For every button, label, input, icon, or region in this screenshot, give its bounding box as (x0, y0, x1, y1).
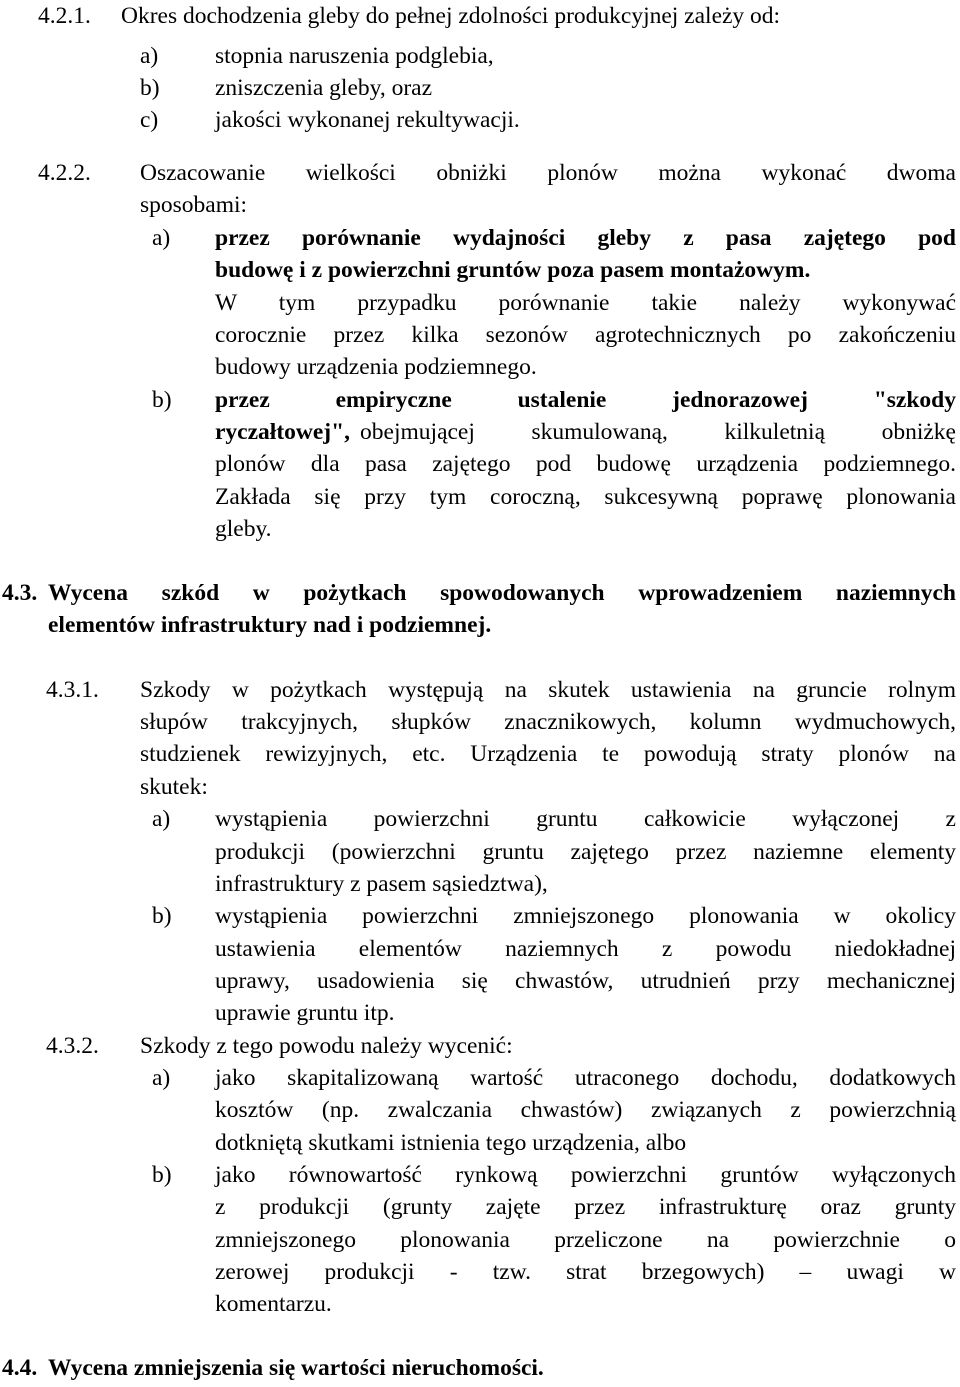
paragraph-line: W tym przypadku porównanie takie należy wykonywać (215, 290, 956, 316)
section-number: 4.3.1. (46, 677, 99, 703)
paragraph-line: komentarzu. (215, 1291, 332, 1317)
bold-phrase: ryczałtowej", (215, 419, 351, 445)
paragraph-line: infrastruktury z pasem sąsiedztwa), (215, 871, 548, 897)
bold-phrase: przez porównanie wydajności gleby z pasa zajętego pod (215, 225, 956, 251)
section-number: 4.2.2. (38, 160, 91, 186)
paragraph-line: sposobami: (140, 192, 248, 218)
section-number: 4.4. (2, 1355, 38, 1381)
list-marker: b) (152, 903, 172, 929)
paragraph-line: zmniejszonego plonowania przeliczone na powierzchnie o (215, 1227, 956, 1253)
paragraph-line: uprawy, usadowienia się chwastów, utrudnień przy mechanicznej (215, 968, 956, 994)
paragraph-line: kosztów (np. zwalczania chwastów) związanych z powierzchnią (215, 1097, 956, 1123)
paragraph-line: plonów dla pasa zajętego pod budowę urządzenia podziemnego. (215, 451, 956, 477)
list-marker: a) (152, 806, 171, 832)
paragraph-line: skutek: (140, 774, 208, 800)
list-item: zniszczenia gleby, oraz (215, 75, 433, 101)
paragraph-line: corocznie przez kilka sezonów agrotechnicznych po zakończeniu (215, 322, 956, 348)
paragraph-line: budowy urządzenia podziemnego. (215, 354, 537, 380)
paragraph-line: Szkody z tego powodu należy wycenić: (140, 1033, 513, 1059)
paragraph-line: jako skapitalizowaną wartość utraconego dochodu, dodatkowych (215, 1065, 956, 1091)
paragraph-line: Okres dochodzenia gleby do pełnej zdolności produkcyjnej zależy od: (121, 3, 781, 29)
list-marker: a) (152, 1065, 171, 1091)
list-marker: b) (140, 75, 160, 101)
paragraph-line: uprawie gruntu itp. (215, 1000, 395, 1026)
paragraph-line: Szkody w pożytkach występują na skutek ustawienia na gruncie rolnym (140, 677, 956, 703)
bold-phrase: budowę i z powierzchni gruntów poza pasem montażowym. (215, 257, 811, 283)
paragraph-line: z produkcji (grunty zajęte przez infrastrukturę oraz grunty (215, 1194, 956, 1220)
section-heading: elementów infrastruktury nad i podziemnej. (48, 612, 492, 638)
paragraph-line: Oszacowanie wielkości obniżki plonów można wykonać dwoma (140, 160, 956, 186)
list-item: stopnia naruszenia podglebia, (215, 43, 494, 69)
paragraph-line: wystąpienia powierzchni gruntu całkowicie wyłączonej z (215, 806, 956, 832)
section-number: 4.3.2. (46, 1033, 99, 1059)
section-heading: Wycena zmniejszenia się wartości nieruchomości. (48, 1355, 544, 1381)
paragraph-line: słupów trakcyjnych, słupków znacznikowych, kolumn wydmuchowych, (140, 709, 956, 735)
paragraph-line: dotkniętą skutkami istnienia tego urządzenia, albo (215, 1130, 687, 1156)
paragraph-line: wystąpienia powierzchni zmniejszonego plonowania w okolicy (215, 903, 956, 929)
paragraph-line: gleby. (215, 516, 272, 542)
paragraph-line: zerowej produkcji - tzw. strat brzegowych) – uwagi w (215, 1259, 956, 1285)
paragraph-line: Zakłada się przy tym coroczną, sukcesywną poprawę plonowania (215, 484, 956, 510)
bold-phrase: przez empiryczne ustalenie jednorazowej "szkody (215, 387, 956, 413)
list-marker: a) (152, 225, 171, 251)
paragraph-line: obejmującej skumulowaną, kilkuletnią obniżkę (360, 419, 956, 445)
section-number: 4.3. (2, 580, 38, 606)
section-heading: Wycena szkód w pożytkach spowodowanych wprowadzeniem naziemnych (48, 580, 956, 606)
list-marker: b) (152, 1162, 172, 1188)
paragraph-line: ustawienia elementów naziemnych z powodu niedokładnej (215, 936, 956, 962)
list-marker: a) (140, 43, 159, 69)
paragraph-line: studzienek rewizyjnych, etc. Urządzenia te powodują straty plonów na (140, 741, 956, 767)
list-marker: b) (152, 387, 172, 413)
paragraph-line: jako równowartość rynkową powierzchni gruntów wyłączonych (215, 1162, 956, 1188)
mixed-line (215, 416, 956, 449)
section-number: 4.2.1. (38, 3, 91, 29)
paragraph-line: produkcji (powierzchni gruntu zajętego przez naziemne elementy (215, 839, 956, 865)
list-marker: c) (140, 107, 159, 133)
list-item: jakości wykonanej rekultywacji. (215, 107, 520, 133)
